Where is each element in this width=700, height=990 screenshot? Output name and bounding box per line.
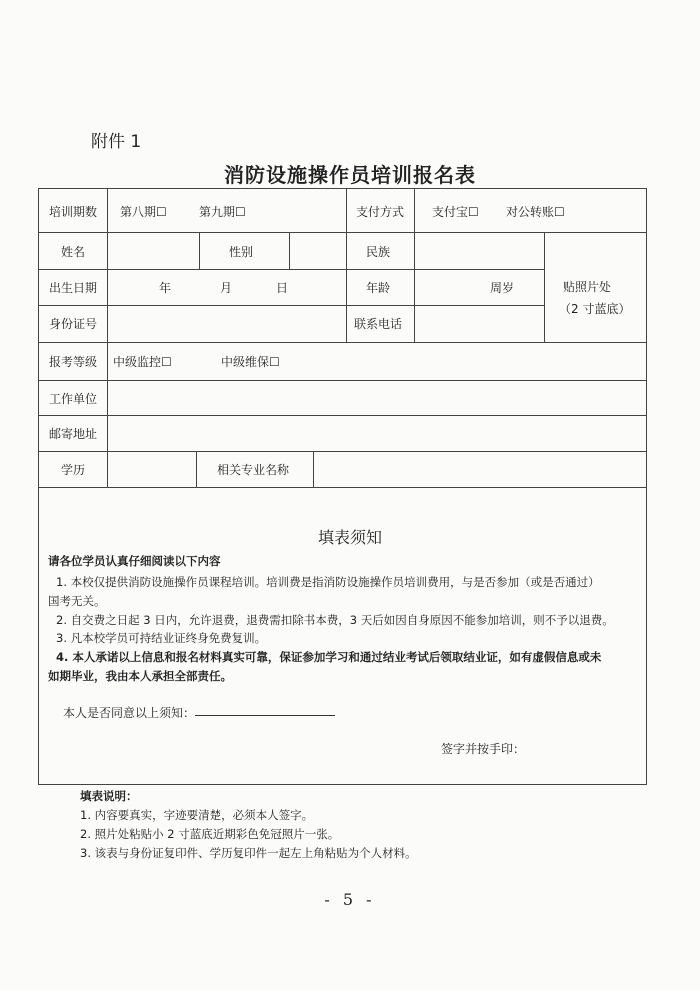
agree-label: 本人是否同意以上须知：: [63, 706, 196, 720]
education-field[interactable]: [109, 453, 194, 485]
session-9-checkbox[interactable]: 第九期☐: [199, 205, 246, 219]
level-maintenance-checkbox[interactable]: 中级维保☐: [221, 355, 280, 369]
birth-label: 出生日期: [49, 281, 98, 295]
session-label: 培训期数: [49, 205, 98, 219]
phone-field[interactable]: [416, 307, 542, 340]
payment-label: 支付方式: [356, 205, 405, 219]
session-8-checkbox[interactable]: 第八期☐: [120, 205, 167, 219]
notice-item-2: 2. 自交费之日起 3 日内，允许退费，退费需扣除书本费，3 天后如因自身原因不能参加培训，则不予以退费。: [56, 613, 614, 627]
notice-item-3: 3. 凡本校学员可持结业证终身免费复训。: [56, 631, 267, 645]
name-label: 姓名: [61, 245, 86, 259]
page-number: - 5 -: [324, 890, 376, 909]
birth-day-unit: 日: [276, 281, 289, 295]
registration-form: [38, 188, 647, 785]
birth-year-unit: 年: [159, 281, 172, 295]
major-label: 相关专业名称: [217, 463, 290, 477]
phone-label: 联系电话: [354, 317, 403, 331]
id-field[interactable]: [109, 307, 344, 340]
name-field[interactable]: [109, 234, 197, 267]
photo-label: 贴照片处: [563, 280, 612, 294]
address-field[interactable]: [109, 417, 644, 449]
pay-corporate-checkbox[interactable]: 对公转账☐: [506, 205, 565, 219]
ethnicity-field[interactable]: [416, 234, 542, 267]
notice-item-1-cont: 国考无关。: [48, 594, 106, 608]
age-label: 年龄: [366, 281, 391, 295]
notice-item-1: 1. 本校仅提供消防设施操作员课程培训。培训费是指消防设施操作员培训费用，与是否参加（或是否通过）: [56, 575, 600, 589]
ethnicity-label: 民族: [366, 245, 391, 259]
gender-field[interactable]: [291, 234, 344, 267]
fill-instructions-title: 填表说明：: [80, 789, 138, 803]
address-label: 邮寄地址: [49, 427, 98, 441]
major-field[interactable]: [315, 453, 644, 485]
fill-instruction-2: 2. 照片处粘贴小 2 寸蓝底近期彩色免冠照片一张。: [80, 827, 340, 841]
age-unit: 周岁: [490, 281, 515, 295]
notice-intro: 请各位学员认真仔细阅读以下内容: [48, 554, 221, 568]
agree-signature-line[interactable]: [195, 715, 335, 716]
id-label: 身份证号: [49, 317, 98, 331]
notice-item-4-cont: 如期毕业，我由本人承担全部责任。: [48, 669, 232, 683]
form-title: 消防设施操作员培训报名表: [224, 163, 476, 187]
work-label: 工作单位: [49, 392, 98, 406]
notice-item-4: 4. 本人承诺以上信息和报名材料真实可靠，保证参加学习和通过结业考试后领取结业证，如有虚假信息或未: [56, 650, 602, 664]
attachment-label: 附件 1: [91, 132, 142, 152]
photo-box[interactable]: [546, 234, 646, 340]
fill-instruction-3: 3. 该表与身份证复印件、学历复印件一起左上角粘贴为个人材料。: [80, 846, 417, 860]
education-label: 学历: [61, 463, 86, 477]
work-field[interactable]: [109, 382, 644, 413]
gender-label: 性别: [229, 245, 254, 259]
fill-instruction-1: 1. 内容要真实，字迹要清楚，必须本人签字。: [80, 808, 314, 822]
photo-size-note: （2 寸蓝底）: [559, 302, 631, 316]
level-monitor-checkbox[interactable]: 中级监控☐: [113, 355, 172, 369]
sign-label: 签字并按手印：: [441, 742, 526, 756]
pay-alipay-checkbox[interactable]: 支付宝☐: [432, 205, 479, 219]
birth-month-unit: 月: [220, 281, 233, 295]
level-label: 报考等级: [49, 355, 98, 369]
notice-title: 填表须知: [317, 528, 382, 547]
